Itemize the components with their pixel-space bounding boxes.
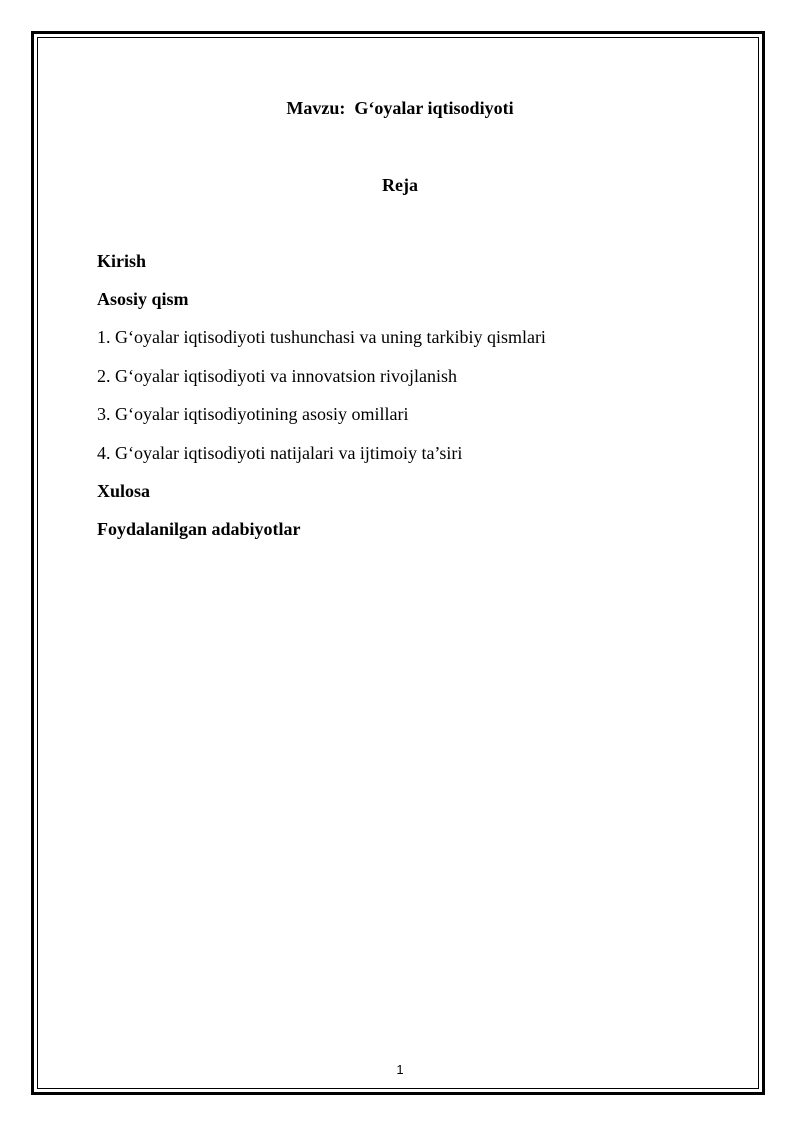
plan-item-kirish: Kirish: [97, 251, 147, 271]
plan-item-4: 4. G‘oyalar iqtisodiyoti natijalari va ijtimoiy ta’siri: [97, 443, 463, 463]
plan-item-xulosa: Xulosa: [97, 481, 151, 501]
plan-item-2: 2. G‘oyalar iqtisodiyoti va innovatsion rivojlanish: [97, 366, 457, 386]
plan-item-adabiyotlar: Foydalanilgan adabiyotlar: [97, 519, 301, 539]
plan-item-asosiy-qism: Asosiy qism: [97, 289, 189, 309]
plan-item-1: 1. G‘oyalar iqtisodiyoti tushunchasi va uning tarkibiy qismlari: [97, 327, 546, 347]
plan-item-3: 3. G‘oyalar iqtisodiyotining asosiy omillari: [97, 404, 409, 424]
document-title: Mavzu: G‘oyalar iqtisodiyoti: [286, 98, 514, 118]
page-number: 1: [396, 1062, 404, 1077]
plan-heading: Reja: [382, 175, 418, 195]
